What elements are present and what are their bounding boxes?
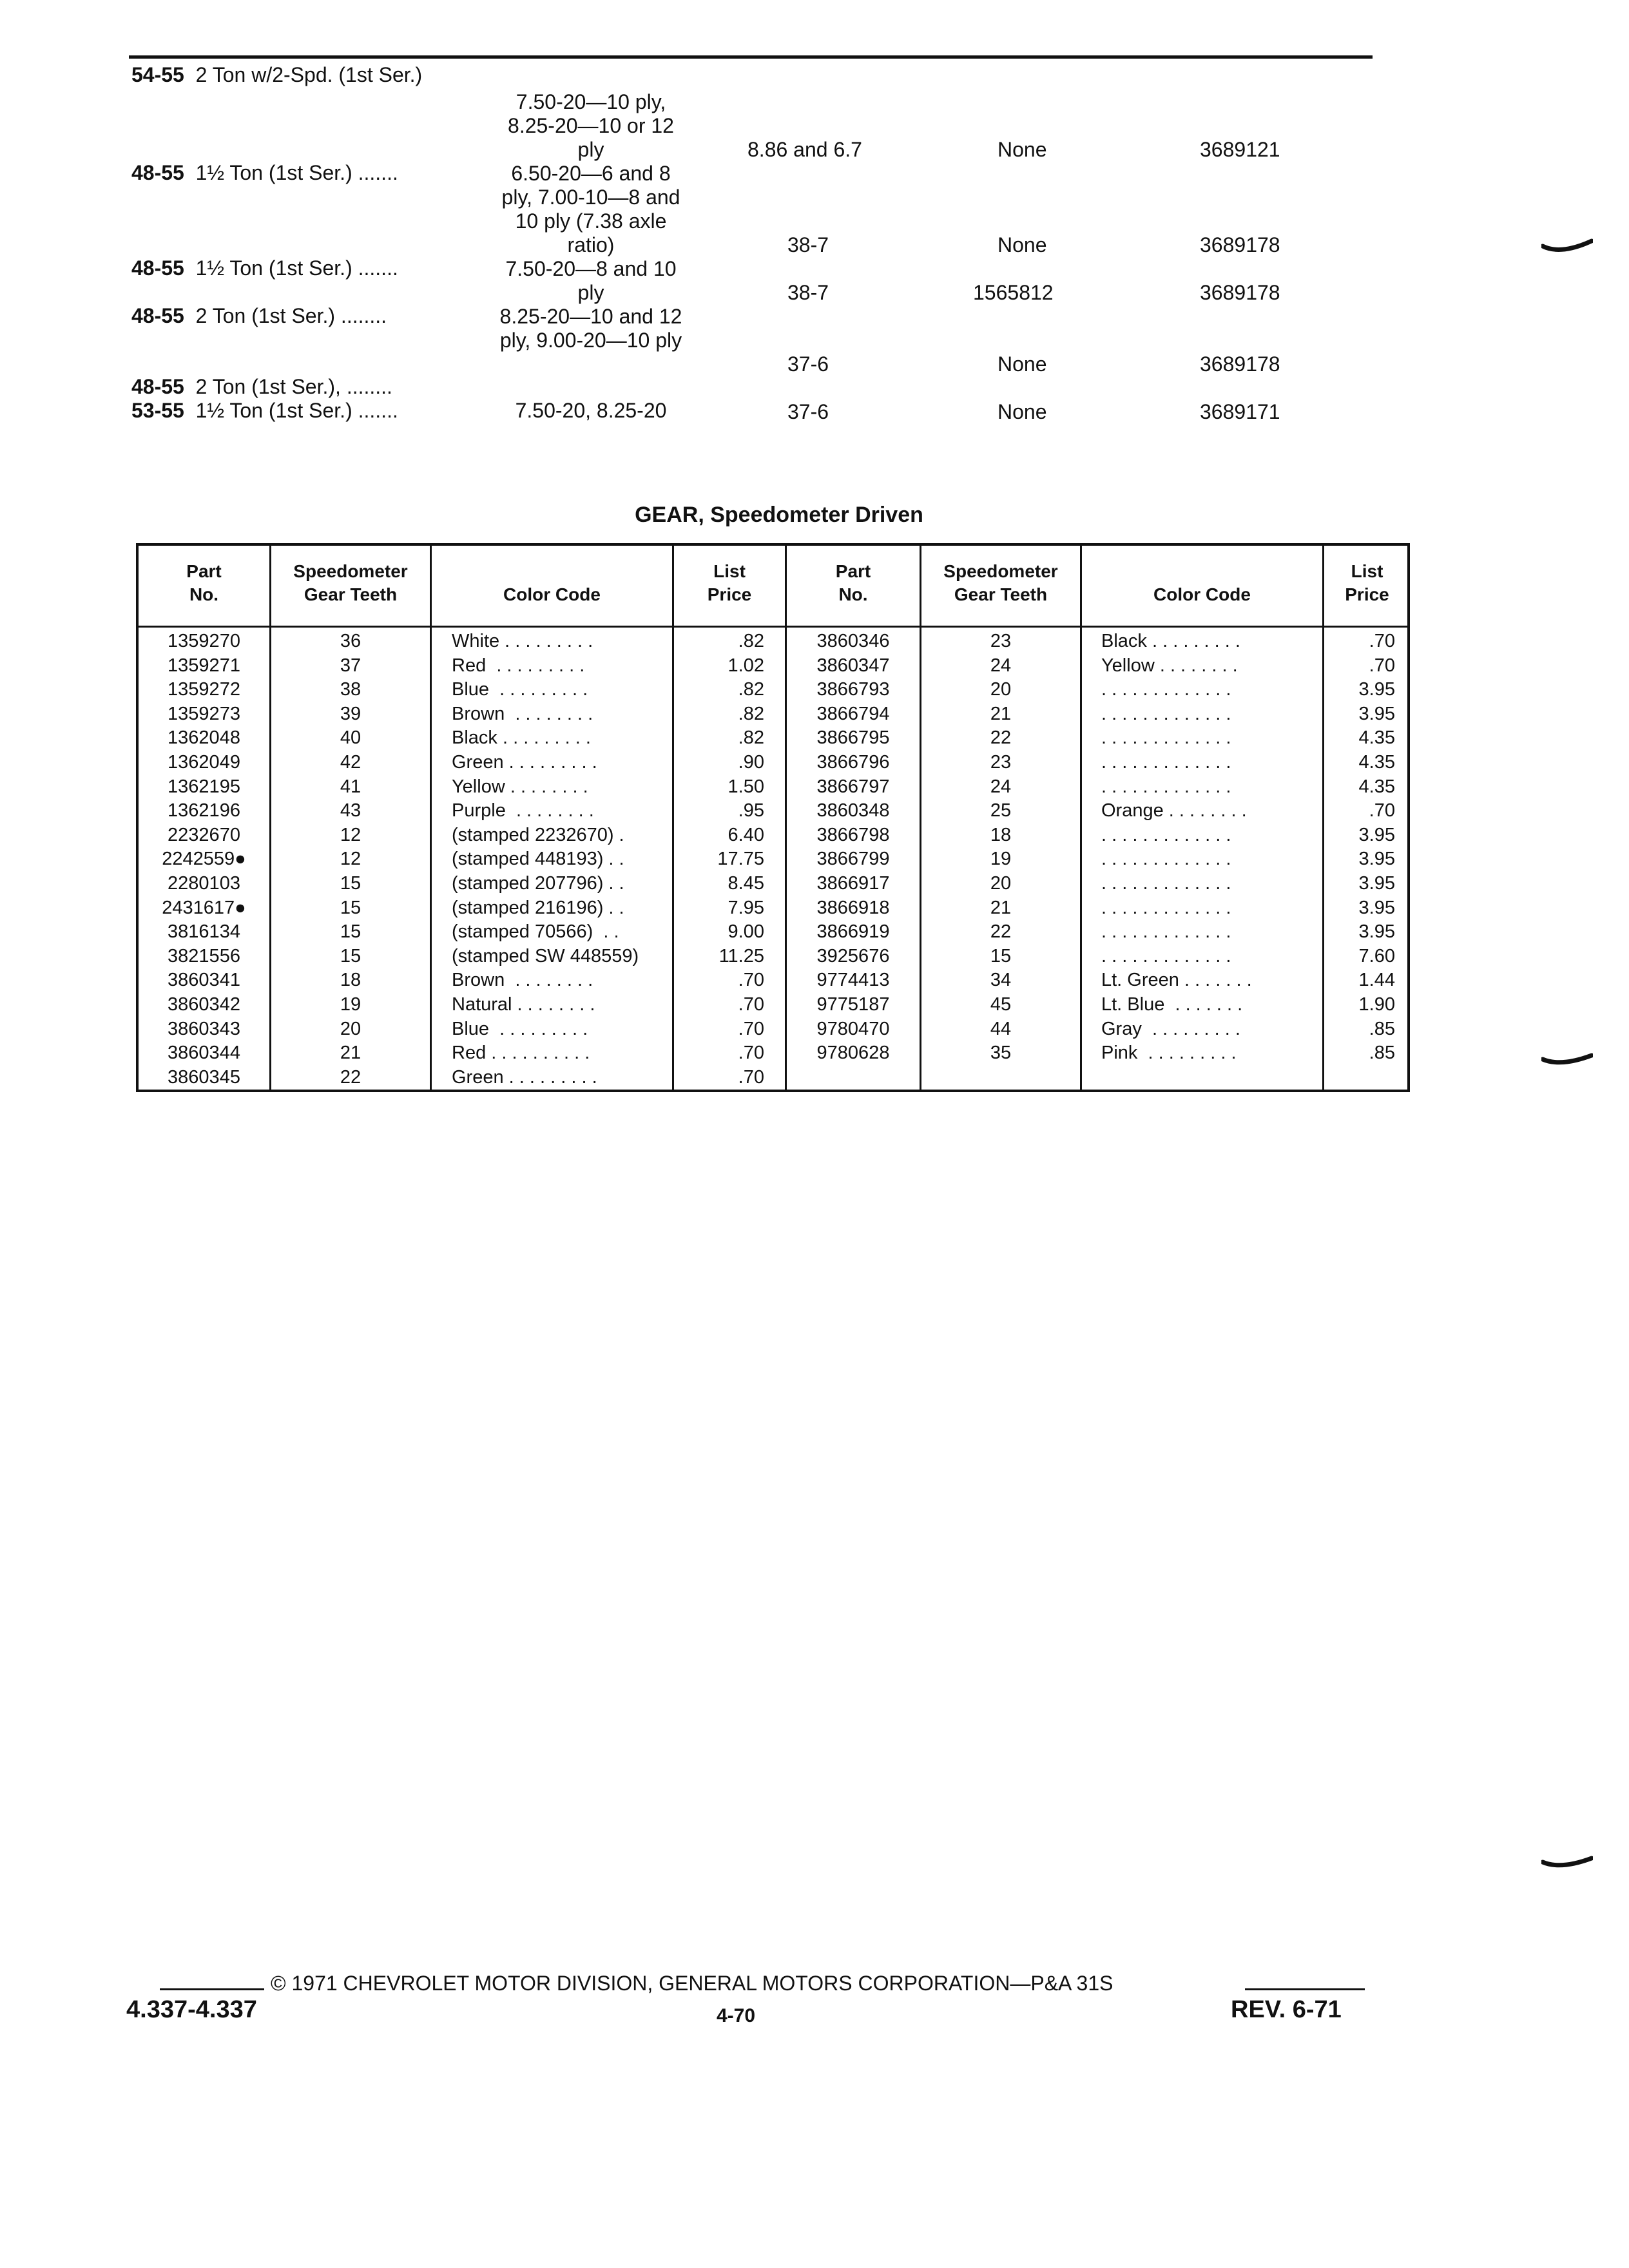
table-cell: 3866795	[816, 727, 890, 749]
adapter: None	[998, 138, 1047, 161]
table-cell: 15	[340, 921, 361, 943]
page-number: 4-70	[717, 2005, 756, 2026]
table-cell: 1359271	[168, 655, 240, 676]
table-cell: Black . . . . . . . . .	[452, 727, 591, 749]
table-cell: 15	[340, 945, 361, 966]
part-number: 3689121	[1200, 138, 1280, 161]
table-cell: 3866917	[816, 872, 890, 894]
table-cell: 22	[990, 727, 1012, 749]
table-cell: 35	[990, 1043, 1012, 1064]
application-row: 48-55 1½ Ton (1st Ser.) .......	[131, 256, 398, 280]
table-cell: .82	[738, 679, 764, 700]
table-cell: 1.02	[728, 655, 764, 676]
table-cell: 1362049	[168, 751, 240, 773]
table-cell: 1362195	[168, 776, 240, 797]
table-cell: 45	[990, 994, 1012, 1015]
section-number: 4.337-4.337	[126, 1996, 257, 2023]
table-cell: 3.95	[1358, 921, 1395, 943]
header-gear-teeth: Speedometer Gear Teeth	[293, 561, 408, 604]
table-cell: 24	[990, 776, 1012, 797]
tire-size-line: 7.50-20—10 ply,	[516, 90, 666, 113]
table-cell: 15	[990, 945, 1012, 966]
table-cell: 3866793	[816, 679, 890, 700]
table-cell: Red . . . . . . . . . .	[452, 1043, 590, 1064]
table-cell: 3860343	[168, 1018, 240, 1039]
table-cell: .82	[738, 703, 764, 724]
header-divider	[139, 626, 1407, 628]
table-cell: 19	[340, 994, 361, 1015]
table-cell: 3860341	[168, 970, 240, 991]
table-cell: 3860346	[816, 631, 890, 651]
gear-teeth-column	[921, 629, 1080, 1066]
table-cell: White . . . . . . . . .	[452, 631, 593, 651]
table-cell: .70	[738, 970, 764, 991]
table-cell: 11.25	[718, 945, 764, 966]
table-cell: 44	[990, 1018, 1012, 1039]
axle-ratio: 37-6	[787, 400, 829, 423]
table-cell: 18	[990, 824, 1012, 845]
table-cell: 9.00	[728, 921, 764, 943]
part-number: 3689178	[1200, 233, 1280, 256]
binding-mark	[1541, 1053, 1593, 1072]
table-cell: .85	[1369, 1043, 1395, 1064]
adapter: 1565812	[973, 281, 1054, 304]
tire-size-line: 7.50-20, 8.25-20	[515, 399, 667, 422]
table-cell: 2232670	[168, 824, 240, 845]
table-cell: 12	[340, 824, 361, 845]
table-cell: 3925676	[816, 945, 890, 966]
table-cell: 7.60	[1358, 945, 1395, 966]
axle-ratio: 38-7	[787, 281, 829, 304]
table-cell: 1362048	[168, 727, 240, 749]
color-code-column	[452, 629, 671, 1090]
table-cell: Natural . . . . . . . .	[452, 994, 595, 1015]
table-cell: 21	[990, 703, 1012, 724]
table-cell: 19	[990, 849, 1012, 870]
table-cell: . . . . . . . . . . . . .	[1101, 679, 1231, 700]
header-list-price: List Price	[707, 561, 752, 604]
table-cell: 9775187	[816, 994, 890, 1015]
top-rule	[129, 55, 1373, 59]
table-cell: (stamped 2232670) .	[452, 824, 624, 845]
table-cell: 3860347	[816, 655, 890, 676]
table-cell: 18	[340, 970, 361, 991]
table-cell: . . . . . . . . . . . . .	[1101, 945, 1231, 966]
table-cell: 1.90	[1358, 994, 1395, 1015]
table-cell: 3.95	[1358, 872, 1395, 894]
table-cell: 17.75	[717, 849, 764, 870]
color-code-column	[1101, 629, 1320, 1066]
table-cell: 1359270	[168, 631, 240, 651]
tire-size-line: ply, 9.00-20—10 ply	[499, 329, 682, 352]
table-cell: 3866918	[816, 897, 890, 918]
table-cell: Black . . . . . . . . .	[1101, 631, 1240, 651]
table-cell: .70	[738, 1018, 764, 1039]
table-cell: 6.40	[728, 824, 764, 845]
table-cell: 43	[340, 800, 361, 822]
application-row: 48-55 2 Ton (1st Ser.), ........	[131, 375, 392, 398]
table-cell: Purple . . . . . . . .	[452, 800, 594, 822]
table-cell: 8.45	[728, 872, 764, 894]
table-cell: .70	[1369, 655, 1395, 676]
axle-ratio: 37-6	[787, 352, 829, 376]
tire-size-line: ply	[577, 281, 604, 304]
table-cell: Yellow . . . . . . . .	[1101, 655, 1238, 676]
application-row: 54-55 2 Ton w/2-Spd. (1st Ser.)	[131, 63, 423, 86]
adapter: None	[998, 400, 1047, 423]
table-cell: 21	[340, 1043, 361, 1064]
table-cell: 1359273	[168, 703, 240, 724]
header-gear-teeth: Speedometer Gear Teeth	[943, 561, 1058, 604]
table-cell: Yellow . . . . . . . .	[452, 776, 588, 797]
table-cell: 9780628	[816, 1043, 890, 1064]
table-cell: 20	[990, 679, 1012, 700]
application-row: 53-55 1½ Ton (1st Ser.) .......	[131, 399, 398, 422]
table-cell: . . . . . . . . . . . . .	[1101, 921, 1231, 943]
table-cell: 3866797	[816, 776, 890, 797]
tire-size-line: ply, 7.00-10—8 and	[501, 186, 680, 209]
table-cell: .70	[738, 1043, 764, 1064]
table-cell: 22	[340, 1066, 361, 1088]
header-color-code: Color Code	[1153, 584, 1251, 604]
table-cell: . . . . . . . . . . . . .	[1101, 872, 1231, 894]
table-cell: 24	[990, 655, 1012, 676]
tire-size-line: ratio)	[567, 233, 615, 256]
table-cell: 2431617●	[162, 897, 246, 918]
table-cell: Pink . . . . . . . . .	[1101, 1043, 1237, 1064]
table-cell: (stamped 70566) . .	[452, 921, 619, 943]
table-cell: (stamped 448193) . .	[452, 849, 624, 870]
table-cell: 3866919	[816, 921, 890, 943]
table-cell: 4.35	[1358, 751, 1395, 773]
copyright-notice: © 1971 CHEVROLET MOTOR DIVISION, GENERAL MOTORS CORPORATION—P&A 31S	[271, 1972, 1113, 1995]
tire-size-line: 8.25-20—10 and 12	[499, 305, 682, 328]
table-cell: 42	[340, 751, 361, 773]
footer-rule	[1245, 1988, 1365, 1990]
part-number: 3689171	[1200, 400, 1280, 423]
table-cell: 3860344	[168, 1043, 240, 1064]
table-cell: Lt. Green . . . . . . .	[1101, 970, 1252, 991]
table-cell: Blue . . . . . . . . .	[452, 1018, 588, 1039]
table-cell: 1362196	[168, 800, 240, 822]
application-row: 48-55 2 Ton (1st Ser.) ........	[131, 304, 387, 327]
table-cell: 2280103	[168, 872, 240, 894]
table-cell: 4.35	[1358, 776, 1395, 797]
table-cell: 21	[990, 897, 1012, 918]
table-cell: 20	[340, 1018, 361, 1039]
tire-size-line: 10 ply (7.38 axle	[515, 209, 667, 233]
part-number: 3689178	[1200, 281, 1280, 304]
table-cell: 23	[990, 631, 1012, 651]
table-cell: 39	[340, 703, 361, 724]
table-cell: .85	[1369, 1018, 1395, 1039]
table-cell: .70	[1369, 800, 1395, 822]
footer-rule	[160, 1988, 264, 1990]
table-cell: 15	[340, 872, 361, 894]
header-part-no: Part No.	[186, 561, 222, 604]
list-price-column	[1324, 629, 1395, 1066]
table-cell: 3.95	[1358, 897, 1395, 918]
table-cell: (stamped SW 448559)	[452, 945, 639, 966]
table-cell: Green . . . . . . . . .	[452, 1066, 597, 1088]
table-cell: 7.95	[728, 897, 764, 918]
table-cell: 20	[990, 872, 1012, 894]
table-cell: 22	[990, 921, 1012, 943]
table-cell: Brown . . . . . . . .	[452, 970, 593, 991]
header-color-code: Color Code	[503, 584, 601, 604]
table-cell: 37	[340, 655, 361, 676]
table-cell: 3860348	[816, 800, 890, 822]
binding-mark	[1541, 1856, 1593, 1875]
table-cell: (stamped 207796) . .	[452, 872, 624, 894]
table-cell: .82	[738, 727, 764, 749]
table-cell: 41	[340, 776, 361, 797]
table-cell: 34	[990, 970, 1012, 991]
speedometer-gear-table	[136, 543, 1410, 1092]
table-cell: Lt. Blue . . . . . . .	[1101, 994, 1243, 1015]
table-cell: .70	[1369, 631, 1395, 651]
axle-ratio: 8.86 and 6.7	[747, 138, 862, 161]
table-cell: .90	[738, 751, 764, 773]
table-cell: . . . . . . . . . . . . .	[1101, 776, 1231, 797]
table-cell: Brown . . . . . . . .	[452, 703, 593, 724]
table-cell: 3.95	[1358, 824, 1395, 845]
adapter: None	[998, 352, 1047, 376]
table-cell: 3860342	[168, 994, 240, 1015]
table-cell: Blue . . . . . . . . .	[452, 679, 588, 700]
table-cell: 1.50	[728, 776, 764, 797]
revision-date: REV. 6-71	[1231, 1996, 1342, 2023]
tire-size-line: 6.50-20—6 and 8	[511, 162, 671, 185]
table-cell: 9774413	[816, 970, 890, 991]
table-cell: 3.95	[1358, 849, 1395, 870]
table-cell: 9780470	[816, 1018, 890, 1039]
table-cell: Orange . . . . . . . .	[1101, 800, 1247, 822]
table-cell: Green . . . . . . . . .	[452, 751, 597, 773]
table-cell: 2242559●	[162, 849, 246, 870]
table-title: GEAR, Speedometer Driven	[635, 503, 923, 527]
table-cell: . . . . . . . . . . . . .	[1101, 703, 1231, 724]
table-cell: 25	[990, 800, 1012, 822]
table-cell: . . . . . . . . . . . . .	[1101, 824, 1231, 845]
adapter: None	[998, 233, 1047, 256]
table-cell: . . . . . . . . . . . . .	[1101, 751, 1231, 773]
table-cell: .70	[738, 1066, 764, 1088]
table-cell: 4.35	[1358, 727, 1395, 749]
table-cell: 3816134	[168, 921, 240, 943]
table-cell: 23	[990, 751, 1012, 773]
gear-teeth-column	[271, 629, 430, 1090]
table-cell: 15	[340, 897, 361, 918]
table-cell: (stamped 216196) . .	[452, 897, 624, 918]
table-cell: 3866799	[816, 849, 890, 870]
header-part-no: Part No.	[835, 561, 871, 604]
tire-size-line: 8.25-20—10 or 12	[508, 114, 674, 137]
tire-size-line: 7.50-20—8 and 10	[505, 257, 677, 280]
list-price-column	[674, 629, 764, 1090]
tire-size-line: ply	[577, 138, 604, 161]
table-cell: 3866794	[816, 703, 890, 724]
table-cell: 40	[340, 727, 361, 749]
table-cell: .82	[738, 631, 764, 651]
table-cell: 38	[340, 679, 361, 700]
table-cell: Gray . . . . . . . . .	[1101, 1018, 1240, 1039]
table-cell: . . . . . . . . . . . . .	[1101, 897, 1231, 918]
part-number-column	[139, 629, 269, 1090]
table-cell: Red . . . . . . . . .	[452, 655, 585, 676]
table-cell: 3866798	[816, 824, 890, 845]
header-list-price: List Price	[1345, 561, 1389, 604]
table-cell: . . . . . . . . . . . . .	[1101, 727, 1231, 749]
table-cell: .70	[738, 994, 764, 1015]
table-cell: 12	[340, 849, 361, 870]
table-cell: 3.95	[1358, 703, 1395, 724]
table-cell: 3866796	[816, 751, 890, 773]
table-cell: . . . . . . . . . . . . .	[1101, 849, 1231, 870]
table-cell: .95	[738, 800, 764, 822]
table-cell: 3.95	[1358, 679, 1395, 700]
binding-mark	[1541, 237, 1593, 256]
part-number-column	[787, 629, 920, 1066]
axle-ratio: 38-7	[787, 233, 829, 256]
table-cell: 3860345	[168, 1066, 240, 1088]
table-cell: 1.44	[1358, 970, 1395, 991]
table-cell: 36	[340, 631, 361, 651]
application-row: 48-55 1½ Ton (1st Ser.) .......	[131, 161, 398, 184]
part-number: 3689178	[1200, 352, 1280, 376]
table-cell: 3821556	[168, 945, 240, 966]
table-cell: 1359272	[168, 679, 240, 700]
